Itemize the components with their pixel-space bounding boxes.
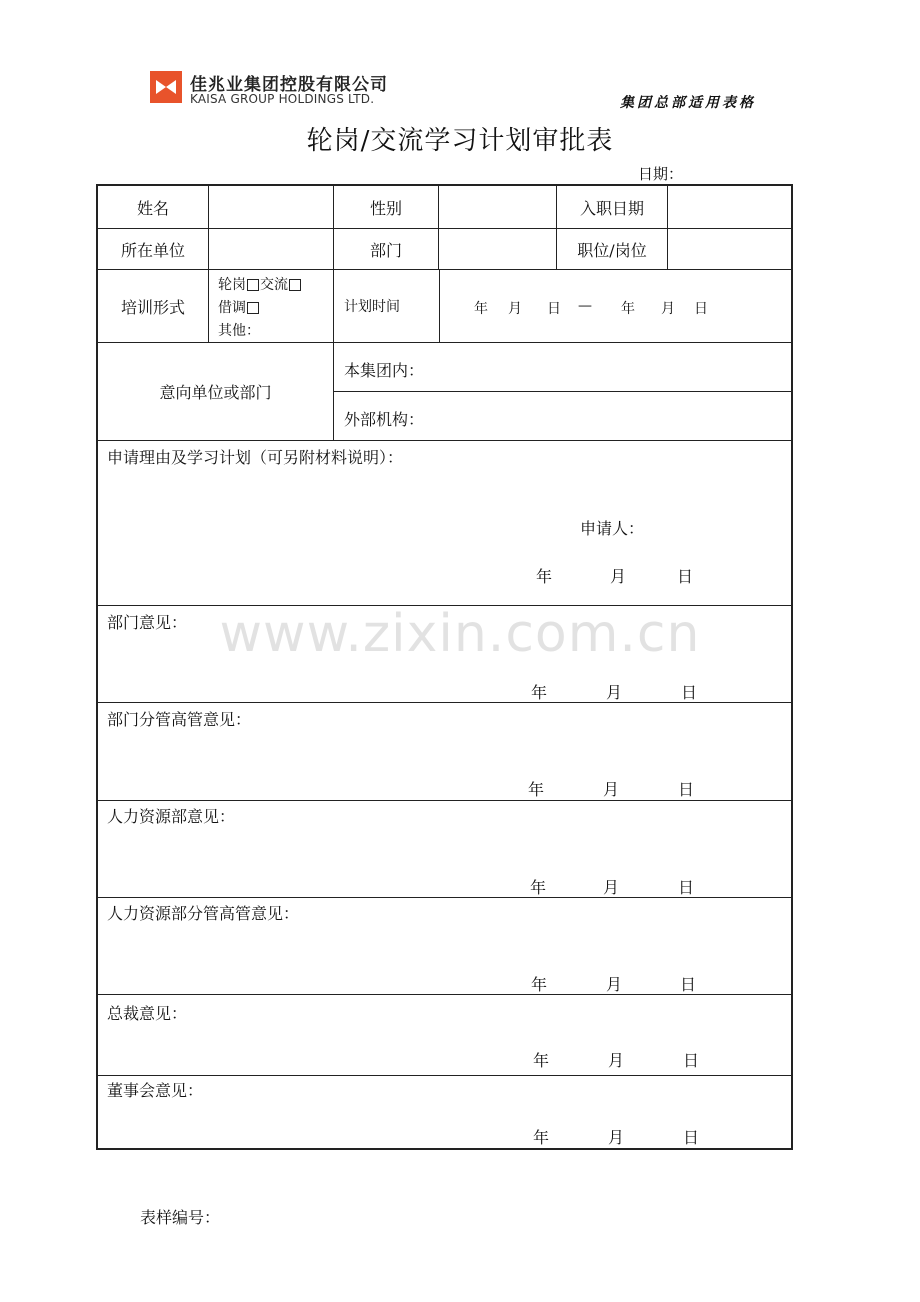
name-field[interactable] — [209, 186, 333, 228]
name-label: 姓名 — [136, 198, 169, 218]
option-rotation-label: 轮岗 — [218, 277, 246, 293]
hr-exec-opinion-label: 人力资源部分管高管意见： — [107, 904, 300, 923]
dept-exec-opinion-year: 年 — [528, 780, 545, 799]
dept-exec-opinion-label: 部门分管高管意见： — [107, 710, 252, 729]
option-line-2 — [218, 297, 260, 317]
start-year: 年 — [474, 301, 488, 317]
hr-opinion-label: 人力资源部意见： — [107, 807, 236, 826]
president-opinion-year: 年 — [533, 1051, 550, 1070]
option-other-label[interactable]: 其他： — [218, 323, 260, 339]
hr-exec-opinion-year: 年 — [531, 975, 548, 994]
board-opinion-month: 月 — [608, 1128, 625, 1147]
option-line-1 — [218, 274, 302, 294]
application-day: 日 — [677, 567, 694, 586]
board-opinion-day: 日 — [683, 1128, 700, 1147]
page-title: 轮岗/交流学习计划审批表 — [306, 126, 614, 156]
hr-exec-opinion-month: 月 — [606, 975, 623, 994]
approval-form — [96, 184, 793, 1150]
application-month: 月 — [610, 567, 627, 586]
start-day: 日 — [547, 301, 561, 317]
option-exchange-label: 交流 — [260, 277, 288, 293]
unit-field[interactable] — [209, 229, 333, 269]
department-field[interactable] — [439, 229, 556, 269]
president-opinion-month: 月 — [608, 1051, 625, 1070]
company-logo-mark — [150, 71, 182, 103]
date-range-dash: — — [578, 298, 592, 314]
secondment-checkbox[interactable] — [247, 302, 259, 314]
company-name-cn: 佳兆业集团控股有限公司 — [190, 75, 388, 95]
end-day: 日 — [694, 301, 708, 317]
external-label[interactable]: 外部机构： — [344, 410, 425, 429]
unit-label: 所在单位 — [120, 240, 185, 260]
option-secondment-label: 借调 — [218, 300, 246, 316]
kaisa-logo-icon — [150, 71, 182, 103]
president-opinion-day: 日 — [683, 1051, 700, 1070]
end-month: 月 — [661, 301, 675, 317]
exchange-checkbox[interactable] — [289, 279, 301, 291]
hr-opinion-day: 日 — [678, 878, 695, 897]
gender-label: 性别 — [369, 198, 402, 218]
application-label: 申请理由及学习计划（可另附材料说明）： — [107, 448, 404, 467]
scope-label: 集团总部适用表格 — [620, 95, 756, 111]
company-name-en: KAISA GROUP HOLDINGS LTD. — [190, 92, 375, 106]
hr-opinion-month: 月 — [603, 878, 620, 897]
dept-opinion-label: 部门意见： — [107, 613, 188, 632]
board-opinion-label: 董事会意见： — [107, 1081, 204, 1100]
start-month: 月 — [508, 301, 522, 317]
date-label: 日期： — [638, 165, 684, 183]
board-opinion-year: 年 — [533, 1128, 550, 1147]
position-label: 职位/岗位 — [577, 240, 647, 260]
applicant-label[interactable]: 申请人： — [580, 519, 645, 538]
dept-exec-opinion-day: 日 — [678, 780, 695, 799]
rotation-checkbox[interactable] — [247, 279, 259, 291]
entry-date-label: 入职日期 — [579, 198, 644, 218]
dept-exec-opinion-month: 月 — [603, 780, 620, 799]
hr-opinion-year: 年 — [530, 878, 547, 897]
end-year: 年 — [621, 301, 635, 317]
form-number-label: 表样编号： — [140, 1208, 221, 1227]
department-label: 部门 — [369, 240, 402, 260]
position-field[interactable] — [668, 229, 791, 269]
president-opinion-label: 总裁意见： — [107, 1004, 188, 1023]
plan-time-label: 计划时间 — [344, 299, 400, 315]
dept-opinion-month: 月 — [606, 683, 623, 702]
hr-exec-opinion-day: 日 — [680, 975, 697, 994]
dept-opinion-year: 年 — [531, 683, 548, 702]
application-year: 年 — [536, 567, 553, 586]
internal-label[interactable]: 本集团内： — [344, 361, 425, 380]
entry-date-field[interactable] — [668, 186, 791, 228]
gender-field[interactable] — [439, 186, 556, 228]
dept-opinion-day: 日 — [681, 683, 698, 702]
target-unit-label: 意向单位或部门 — [159, 383, 272, 402]
watermark: www.zixin.com.cn — [219, 604, 701, 664]
training-form-label: 培训形式 — [120, 297, 185, 317]
